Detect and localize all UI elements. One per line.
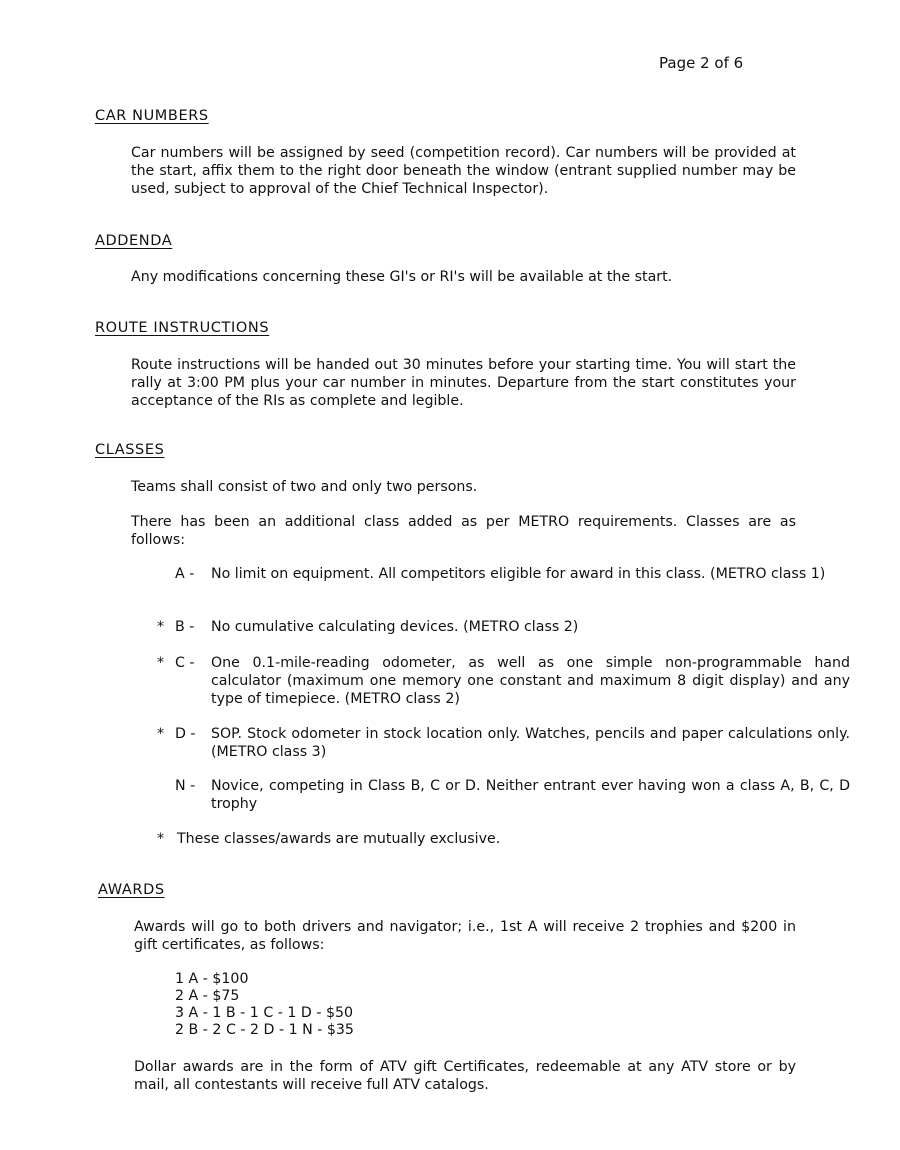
class-description: Novice, competing in Class B, C or D. Neither entrant ever having won a class A, B, C, D trophy — [211, 778, 850, 812]
classes-intro: There has been an additional class added as per METRO requirements. Classes are as follows: — [131, 514, 796, 548]
class-letter: B - — [175, 619, 195, 635]
class-letter: N - — [175, 778, 196, 794]
classes-team-text: Teams shall consist of two and only two persons. — [131, 479, 478, 495]
class-letter: C - — [175, 655, 195, 671]
class-marker: * — [157, 655, 165, 671]
car-numbers-heading: CAR NUMBERS — [95, 108, 209, 124]
award-line: 2 B - 2 C - 2 D - 1 N - $35 — [175, 1022, 354, 1038]
class-item — [157, 565, 826, 605]
route-instructions-heading: ROUTE INSTRUCTIONS — [95, 320, 270, 336]
classes-heading: CLASSES — [95, 442, 165, 458]
footnote-marker: * — [157, 831, 165, 847]
class-item — [157, 654, 850, 710]
class-description: SOP. Stock odometer in stock location only. Watches, pencils and paper calculations only. (METRO class 3) — [211, 726, 850, 760]
awards-intro: Awards will go to both drivers and navigator; i.e., 1st A will receive 2 trophies and $200 in gift certificates, as follows: — [134, 919, 796, 953]
car-numbers-body: Car numbers will be assigned by seed (competition record). Car numbers will be provided at the start, affix them to the right door beneath the window (entrant supplied number may be used, subject to approval of the Chief Technical Inspector). — [131, 145, 796, 197]
class-marker: * — [157, 619, 165, 635]
class-description: One 0.1-mile-reading odometer, as well as one simple non-programmable hand calculator (maximum one memory one constant and maximum 8 digit display) and any type of timepiece. (METRO class 2) — [211, 655, 850, 707]
footnote-text: These classes/awards are mutually exclusive. — [177, 831, 501, 847]
class-item — [157, 725, 850, 765]
addenda-body: Any modifications concerning these GI's or RI's will be available at the start. — [131, 269, 673, 285]
award-line: 2 A - $75 — [175, 988, 240, 1004]
addenda-heading: ADDENDA — [95, 233, 173, 249]
awards-closing: Dollar awards are in the form of ATV gift Certificates, redeemable at any ATV store or by mail, all contestants will receive full ATV catalogs. — [134, 1059, 796, 1093]
class-letter: A - — [175, 566, 195, 582]
class-item — [157, 777, 850, 817]
awards-heading: AWARDS — [98, 882, 165, 898]
class-marker: * — [157, 726, 165, 742]
class-letter: D - — [175, 726, 196, 742]
classes-footnote — [157, 830, 797, 850]
route-instructions-body: Route instructions will be handed out 30 minutes before your starting time. You will start the rally at 3:00 PM plus your car number in minutes. Departure from the start constitutes your acceptance of the RIs as complete and legible. — [131, 357, 796, 409]
class-description: No limit on equipment. All competitors eligible for award in this class. (METRO class 1) — [211, 566, 826, 582]
class-item — [157, 618, 797, 638]
award-line: 3 A - 1 B - 1 C - 1 D - $50 — [175, 1005, 354, 1021]
class-description: No cumulative calculating devices. (METRO class 2) — [211, 619, 579, 635]
award-line: 1 A - $100 — [175, 971, 249, 987]
page-number: Page 2 of 6 — [659, 54, 744, 72]
